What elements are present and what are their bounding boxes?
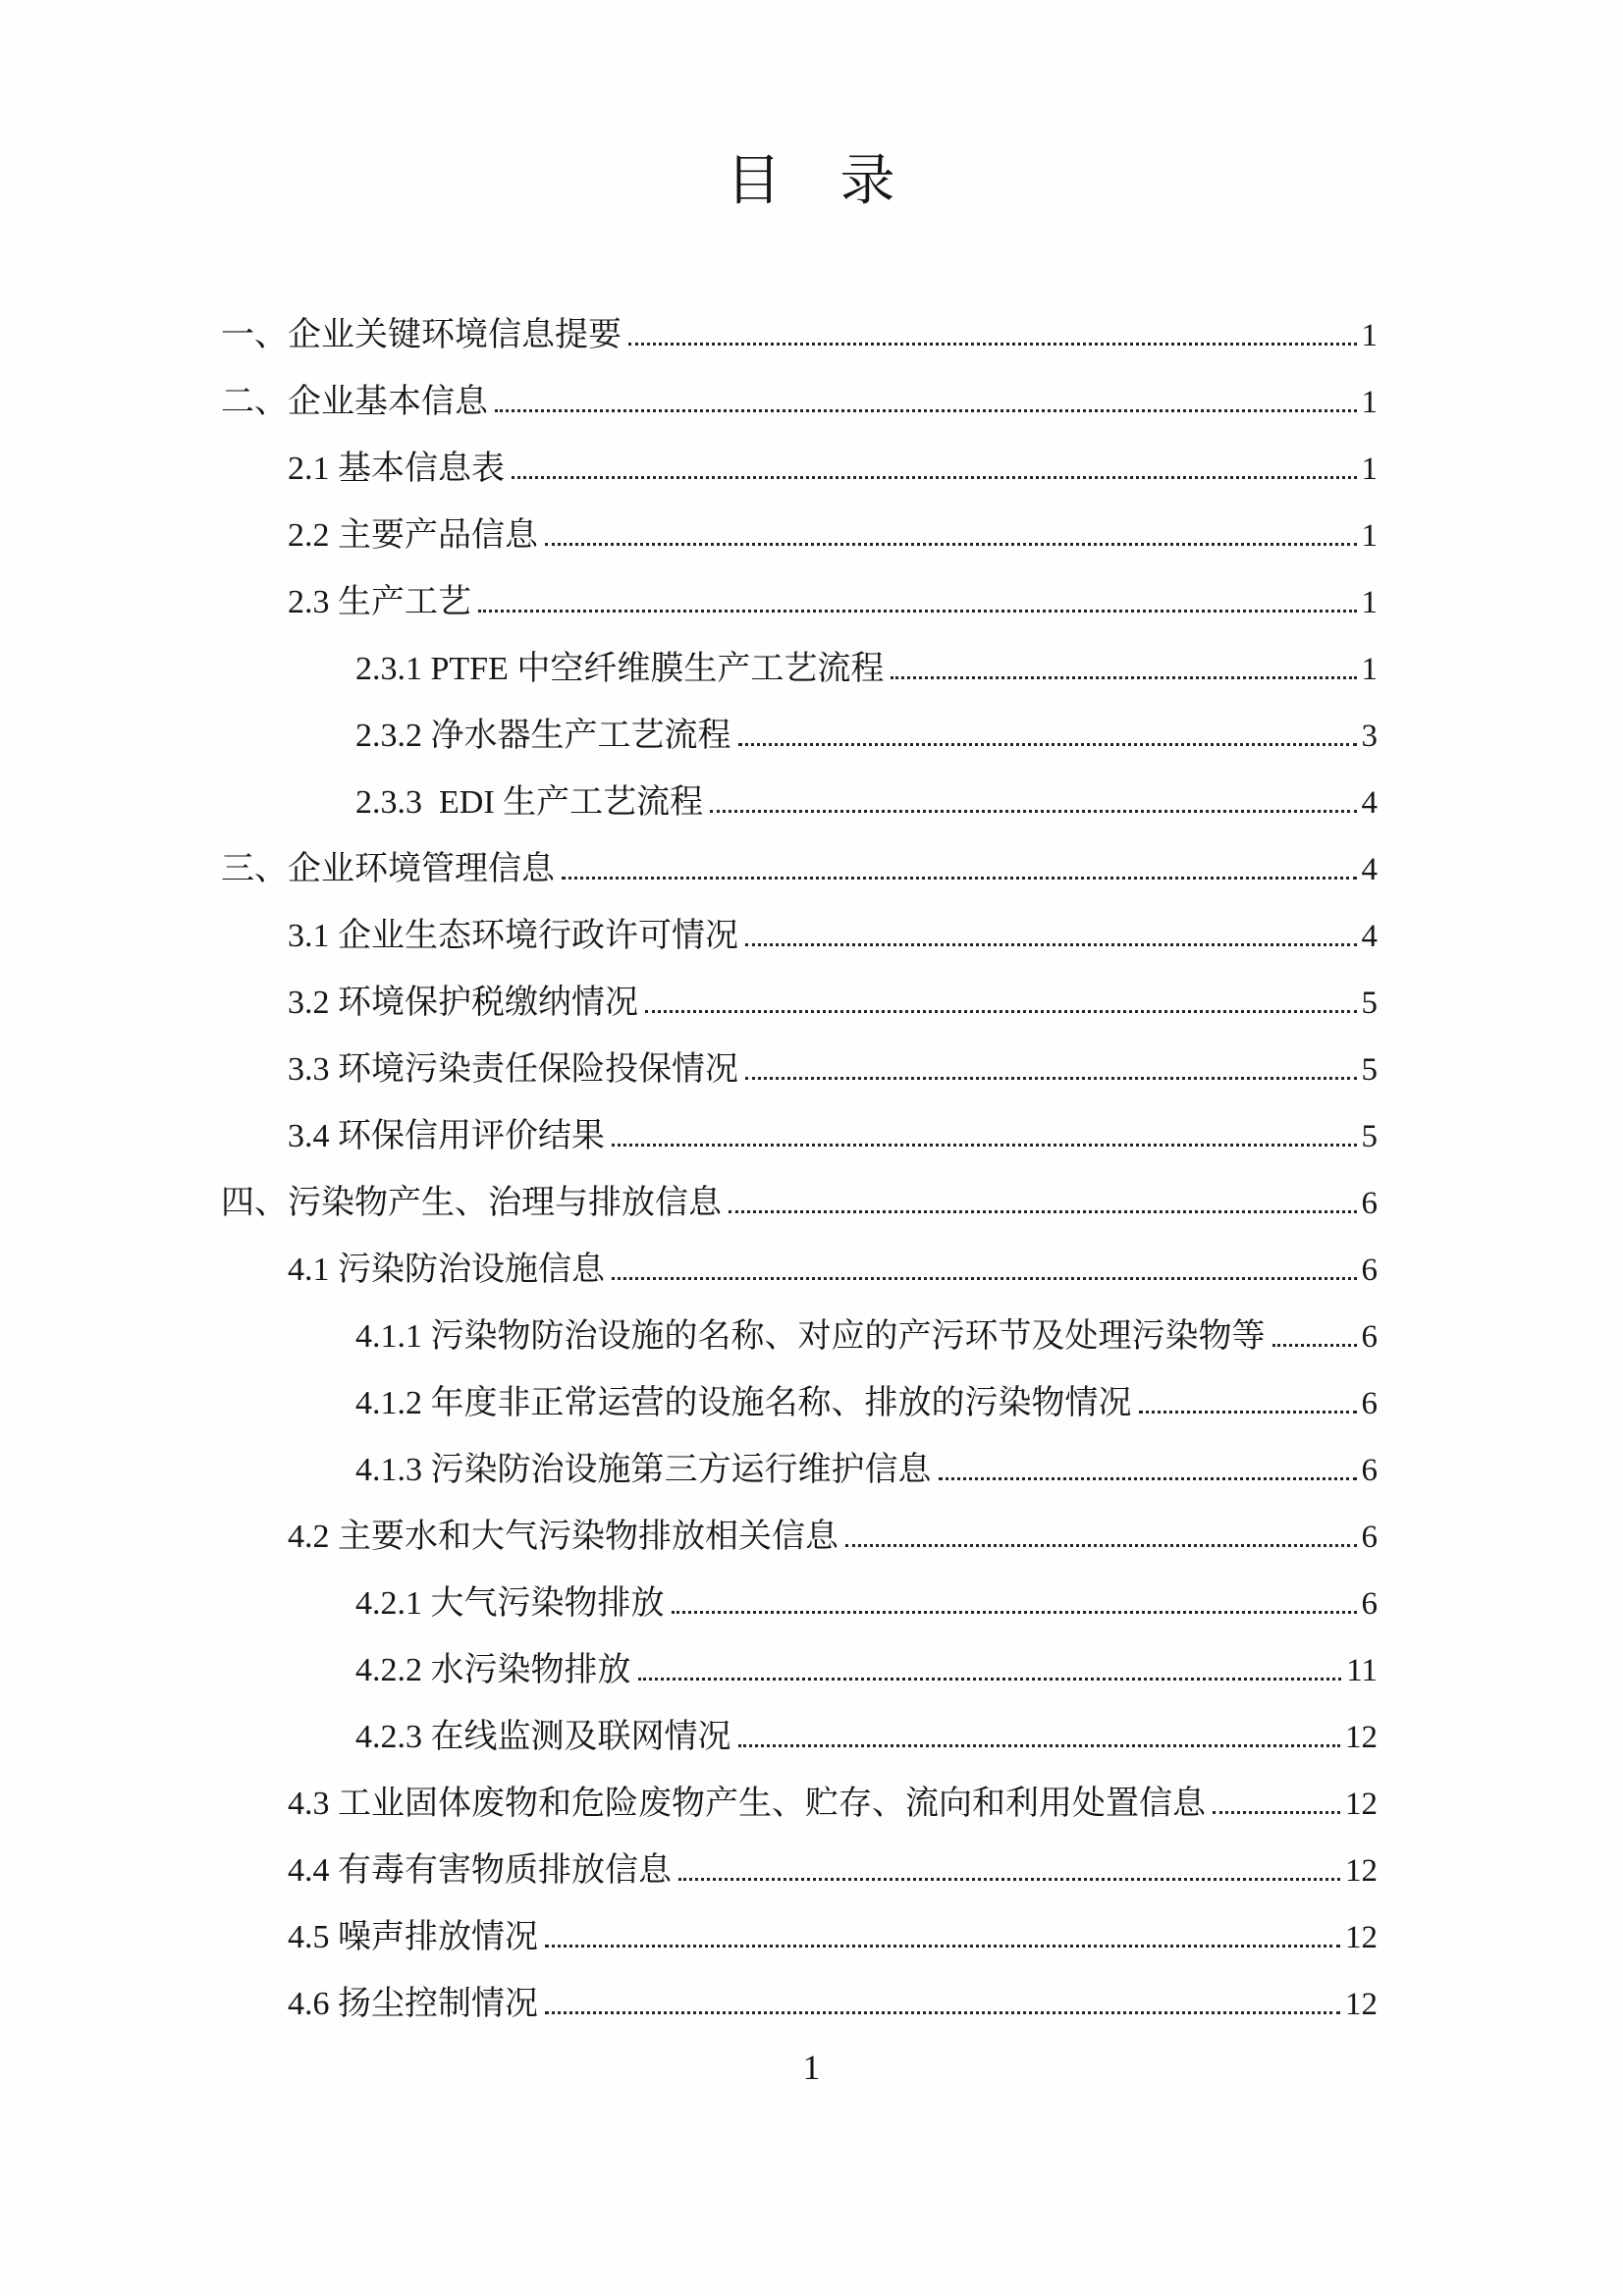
toc-entry-label: 一、企业关键环境信息提要 xyxy=(221,316,622,353)
toc-entry-page: 5 xyxy=(1361,1118,1378,1154)
toc-leader-dots xyxy=(495,409,1357,412)
toc-entry xyxy=(221,1020,1378,1087)
toc-leader-dots xyxy=(638,1678,1342,1681)
toc-entry-label: 2.3 生产工艺 xyxy=(288,583,471,620)
toc-leader-dots xyxy=(512,476,1357,479)
toc-entry-label: 3.1 企业生态环境行政许可情况 xyxy=(288,917,738,954)
toc-leader-dots xyxy=(845,1544,1357,1547)
toc-entry-page: 1 xyxy=(1361,651,1378,687)
toc-entry-label: 4.1.3 污染防治设施第三方运行维护信息 xyxy=(355,1451,932,1488)
toc-entry-page: 6 xyxy=(1361,1519,1378,1555)
toc-entry-page: 5 xyxy=(1361,1051,1378,1088)
toc-entry xyxy=(221,1354,1378,1420)
toc-entry-page: 12 xyxy=(1345,1986,1378,2022)
toc-entry-label: 2.3.1 PTFE 中空纤维膜生产工艺流程 xyxy=(355,650,885,687)
toc-entry-page: 12 xyxy=(1345,1786,1378,1822)
toc-leader-dots xyxy=(645,1010,1357,1013)
toc-entry-page: 1 xyxy=(1361,517,1378,554)
toc-leader-dots xyxy=(545,2011,1340,2014)
toc-entry-page: 5 xyxy=(1361,985,1378,1021)
toc-entry-label: 2.3.2 净水器生产工艺流程 xyxy=(355,717,731,754)
toc-leader-dots xyxy=(612,1144,1357,1147)
toc-entry xyxy=(221,286,1378,352)
toc-entry xyxy=(221,419,1378,486)
toc-entry xyxy=(221,1954,1378,2021)
toc-leader-dots xyxy=(678,1878,1340,1881)
toc-leader-dots xyxy=(738,743,1357,746)
toc-leader-dots xyxy=(745,943,1357,946)
toc-entry xyxy=(221,619,1378,686)
toc-leader-dots xyxy=(1213,1811,1340,1814)
toc-entry-page: 1 xyxy=(1361,584,1378,620)
toc-entry-label: 三、企业环境管理信息 xyxy=(221,850,555,887)
toc-entry-label: 2.1 基本信息表 xyxy=(288,450,505,487)
toc-leader-dots xyxy=(672,1611,1357,1614)
toc-entry xyxy=(221,820,1378,886)
toc-entry-label: 4.3 工业固体废物和危险废物产生、贮存、流向和利用处置信息 xyxy=(288,1785,1206,1822)
toc-leader-dots xyxy=(1272,1344,1357,1347)
toc-entry-label: 4.6 扬尘控制情况 xyxy=(288,1985,538,2022)
toc-entry-page: 12 xyxy=(1345,1919,1378,1955)
page-title: 目 录 xyxy=(726,151,897,212)
toc-entry xyxy=(221,1153,1378,1220)
toc-entry-label: 3.3 环境污染责任保险投保情况 xyxy=(288,1050,738,1088)
toc-entry-page: 4 xyxy=(1361,918,1378,954)
toc-entry-label: 2.2 主要产品信息 xyxy=(288,516,538,554)
toc-leader-dots xyxy=(729,1210,1357,1213)
toc-entry xyxy=(221,1687,1378,1754)
toc-entry-page: 4 xyxy=(1361,784,1378,821)
toc-entry-label: 四、污染物产生、治理与排放信息 xyxy=(221,1184,722,1221)
toc-entry-page: 12 xyxy=(1345,1852,1378,1889)
toc-entry-page: 6 xyxy=(1361,1452,1378,1488)
toc-entry-label: 4.2 主要水和大气污染物排放相关信息 xyxy=(288,1518,839,1555)
toc-leader-dots xyxy=(562,877,1357,880)
toc-entry-label: 4.4 有毒有害物质排放信息 xyxy=(288,1851,672,1889)
toc-leader-dots xyxy=(738,1744,1341,1747)
toc-entry xyxy=(221,953,1378,1020)
toc-entry-page: 6 xyxy=(1361,1318,1378,1355)
toc-entry xyxy=(221,1287,1378,1354)
toc-entry-label: 2.3.3 EDI 生产工艺流程 xyxy=(355,783,704,821)
toc-entry-page: 6 xyxy=(1361,1385,1378,1421)
toc-entry xyxy=(221,1621,1378,1687)
footer-page-number: 1 xyxy=(802,2048,821,2088)
toc-leader-dots xyxy=(710,810,1356,813)
toc-leader-dots xyxy=(478,610,1357,613)
toc-entry xyxy=(221,486,1378,553)
toc-entry xyxy=(221,1420,1378,1487)
toc-entry-label: 4.1.1 污染物防治设施的名称、对应的产污环节及处理污染物等 xyxy=(355,1317,1266,1355)
toc-entry-label: 4.2.3 在线监测及联网情况 xyxy=(355,1718,731,1755)
toc-entry-page: 1 xyxy=(1361,451,1378,487)
toc-entry xyxy=(221,1087,1378,1153)
toc-entry-page: 3 xyxy=(1361,718,1378,754)
toc-entry-label: 二、企业基本信息 xyxy=(221,383,488,420)
toc-entry xyxy=(221,1821,1378,1888)
toc-leader-dots xyxy=(612,1277,1357,1280)
toc-entry xyxy=(221,1487,1378,1554)
toc-entry-page: 12 xyxy=(1345,1719,1378,1755)
toc-entry-page: 1 xyxy=(1361,317,1378,353)
toc-entry-page: 6 xyxy=(1361,1585,1378,1622)
toc-entry-label: 4.1.2 年度非正常运营的设施名称、排放的污染物情况 xyxy=(355,1384,1132,1421)
toc-entry-page: 1 xyxy=(1361,384,1378,420)
toc-leader-dots xyxy=(1139,1411,1357,1414)
table-of-contents xyxy=(221,286,1378,2021)
toc-entry-label: 4.5 噪声排放情况 xyxy=(288,1918,538,1955)
toc-entry xyxy=(221,1220,1378,1287)
toc-entry-label: 4.1 污染防治设施信息 xyxy=(288,1251,605,1288)
toc-leader-dots xyxy=(891,676,1356,679)
toc-leader-dots xyxy=(545,543,1357,546)
toc-entry xyxy=(221,753,1378,820)
toc-entry-page: 6 xyxy=(1361,1252,1378,1288)
toc-entry-label: 3.2 环境保护税缴纳情况 xyxy=(288,984,638,1021)
toc-leader-dots xyxy=(545,1945,1340,1948)
toc-entry xyxy=(221,553,1378,619)
toc-entry-label: 3.4 环保信用评价结果 xyxy=(288,1117,605,1154)
toc-entry xyxy=(221,1554,1378,1621)
toc-leader-dots xyxy=(745,1077,1357,1080)
toc-entry-label: 4.2.2 水污染物排放 xyxy=(355,1651,631,1688)
toc-entry-label: 4.2.1 大气污染物排放 xyxy=(355,1584,665,1622)
toc-entry-page: 6 xyxy=(1361,1185,1378,1221)
toc-leader-dots xyxy=(628,343,1357,346)
toc-entry-page: 11 xyxy=(1346,1652,1378,1688)
toc-entry-page: 4 xyxy=(1361,851,1378,887)
toc-entry xyxy=(221,686,1378,753)
toc-entry xyxy=(221,1754,1378,1821)
toc-leader-dots xyxy=(939,1477,1357,1480)
toc-entry xyxy=(221,352,1378,419)
toc-entry xyxy=(221,886,1378,953)
toc-entry xyxy=(221,1888,1378,1954)
